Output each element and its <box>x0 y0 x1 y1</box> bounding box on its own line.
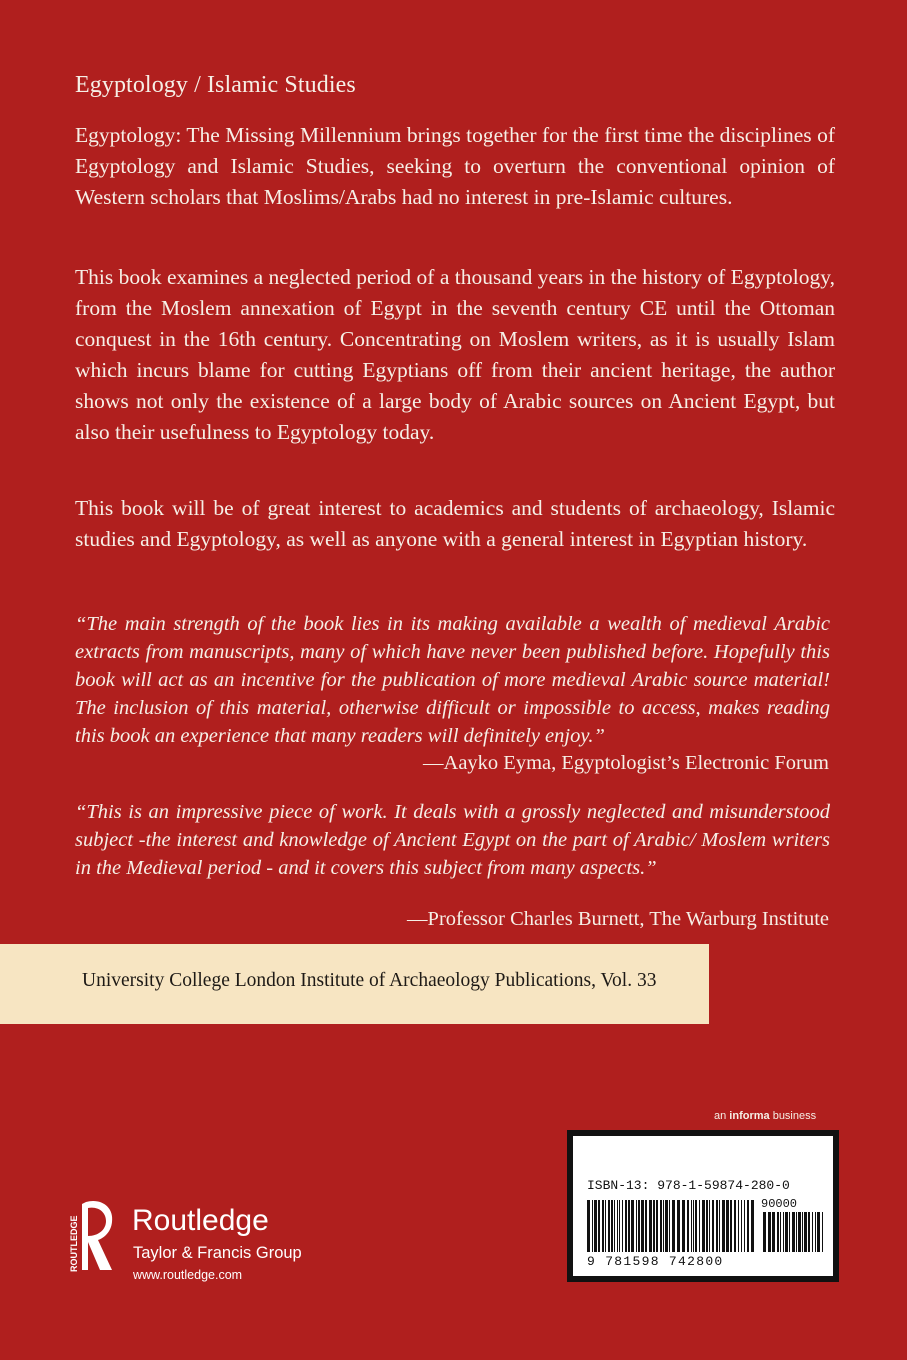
barcode-bar <box>611 1200 613 1252</box>
barcode-bar <box>617 1200 618 1252</box>
barcode-addon-number: 90000 <box>761 1197 798 1211</box>
barcode-bar <box>677 1200 680 1252</box>
barcode-bar <box>631 1200 634 1252</box>
barcode-bar <box>796 1212 797 1252</box>
publisher-group: Taylor & Francis Group <box>133 1244 302 1262</box>
barcode-bar <box>780 1212 781 1252</box>
review-quote: “The main strength of the book lies in its making available a wealth of medieval Arabic extracts from manuscripts, many of which have never been published before. Hopefully this book will act as an incentive for the publication of more medieval Arabic source material! The inclusion of this material, otherwise difficult or impossible to access, makes reading this book an experience that many readers will definitely enjoy.” <box>75 613 830 747</box>
barcode-bar <box>592 1200 593 1252</box>
addon-barcode <box>763 1212 823 1252</box>
barcode-bar <box>798 1212 801 1252</box>
isbn-label: ISBN-13: 978-1-59874-280-0 <box>587 1178 790 1193</box>
barcode-bar <box>719 1200 720 1252</box>
barcode-bar <box>817 1212 820 1252</box>
barcode-bar <box>649 1200 652 1252</box>
ean-digits: 9 781598 742800 <box>587 1254 724 1269</box>
description-paragraph: This book will be of great interest to academics and students of archaeology, Islamic studies and Egyptology, as well as anyone with a general interest in Egyptian history. <box>75 496 835 551</box>
barcode-bar <box>628 1200 630 1252</box>
barcode-bar <box>706 1200 708 1252</box>
barcode-bar <box>608 1200 610 1252</box>
barcode-bar <box>656 1200 658 1252</box>
review-attribution: —Aayko Eyma, Egyptologist’s Electronic Forum <box>423 752 829 774</box>
barcode-bar <box>785 1212 788 1252</box>
routledge-logo-icon <box>68 1196 120 1276</box>
barcode-bar <box>699 1200 700 1252</box>
barcode-bar <box>682 1200 685 1252</box>
barcode-bar <box>792 1212 795 1252</box>
ean-barcode <box>587 1200 755 1252</box>
barcode-bar <box>641 1200 644 1252</box>
barcode-bar <box>605 1200 606 1252</box>
barcode-bar <box>687 1200 689 1252</box>
barcode-bar <box>751 1200 754 1252</box>
barcode-bar <box>808 1212 810 1252</box>
barcode-bar <box>763 1212 766 1252</box>
barcode-bar <box>822 1212 823 1252</box>
description-paragraph: This book examines a neglected period of a thousand years in the history of Egyptology, from the Moslem annexation of Egypt in the seventh century CE until the Ottoman conquest in the 16th century. Concentrating on Moslem writers, as it is usually Islam which incurs blame for cutting Egyptians off from their ancient heritage, the author shows not only the existence of a large body of Arabic sources on Ancient Egypt, but also their usefulness to Egyptology today. <box>75 265 835 444</box>
barcode-bar <box>645 1200 647 1252</box>
barcode-bar <box>804 1212 807 1252</box>
barcode-bar <box>815 1212 816 1252</box>
svg-text:ROUTLEDGE: ROUTLEDGE <box>69 1215 79 1272</box>
barcode-bar <box>783 1212 784 1252</box>
barcode-bar <box>712 1200 714 1252</box>
review-attribution: —Professor Charles Burnett, The Warburg Institute <box>407 908 829 930</box>
barcode-bar <box>709 1200 710 1252</box>
barcode-bar <box>625 1200 627 1252</box>
publisher-name: Routledge <box>132 1204 269 1237</box>
barcode-bar <box>636 1200 637 1252</box>
series-band <box>0 944 709 1024</box>
barcode-bar <box>665 1200 668 1252</box>
barcode-bar <box>598 1200 600 1252</box>
barcode-bar <box>741 1200 742 1252</box>
barcode-bar <box>802 1212 803 1252</box>
barcode-bar <box>693 1200 694 1252</box>
informa-tagline: an informa business <box>714 1110 817 1122</box>
barcode-box <box>567 1130 839 1282</box>
barcode-bar <box>722 1200 725 1252</box>
category-heading: Egyptology / Islamic Studies <box>75 72 356 98</box>
review-quote: “This is an impressive piece of work. It deals with a grossly neglected and misunderstood subject -the interest and knowledge of Ancient Egypt on the part of Arabic/ Moslem writers in the Medieval period - and it covers this subject from many aspects.” <box>75 801 830 879</box>
barcode-bar <box>789 1212 790 1252</box>
barcode-bar <box>691 1200 692 1252</box>
barcode-bar <box>660 1200 662 1252</box>
publisher-url: www.routledge.com <box>133 1268 243 1282</box>
barcode-bar <box>747 1200 749 1252</box>
series-title: University College London Institute of Archaeology Publications, Vol. 33 <box>82 970 657 991</box>
barcode-bar <box>653 1200 655 1252</box>
barcode-bar <box>638 1200 640 1252</box>
barcode-bar <box>663 1200 664 1252</box>
barcode-bar <box>672 1200 675 1252</box>
barcode-bar <box>726 1200 729 1252</box>
barcode-bar <box>716 1200 718 1252</box>
barcode-bar <box>695 1200 697 1252</box>
barcode-bar <box>702 1200 705 1252</box>
barcode-bar <box>772 1212 775 1252</box>
barcode-bar <box>777 1212 779 1252</box>
barcode-bar <box>768 1212 771 1252</box>
barcode-bar <box>602 1200 604 1252</box>
barcode-bar <box>619 1200 620 1252</box>
barcode-bar <box>614 1200 615 1252</box>
barcode-bar <box>744 1200 745 1252</box>
barcode-bar <box>622 1200 623 1252</box>
description-paragraph: Egyptology: The Missing Millennium brings together for the first time the disciplines of Egyptology and Islamic Studies, seeking to overturn the conventional opinion of Western scholars that Moslims/Arabs had no interest in pre-Islamic cultures. <box>75 123 835 209</box>
barcode-bar <box>594 1200 597 1252</box>
barcode-bar <box>730 1200 732 1252</box>
barcode-bar <box>812 1212 813 1252</box>
barcode-bar <box>738 1200 739 1252</box>
barcode-bar <box>734 1200 736 1252</box>
barcode-bar <box>587 1200 590 1252</box>
barcode-bar <box>669 1200 670 1252</box>
